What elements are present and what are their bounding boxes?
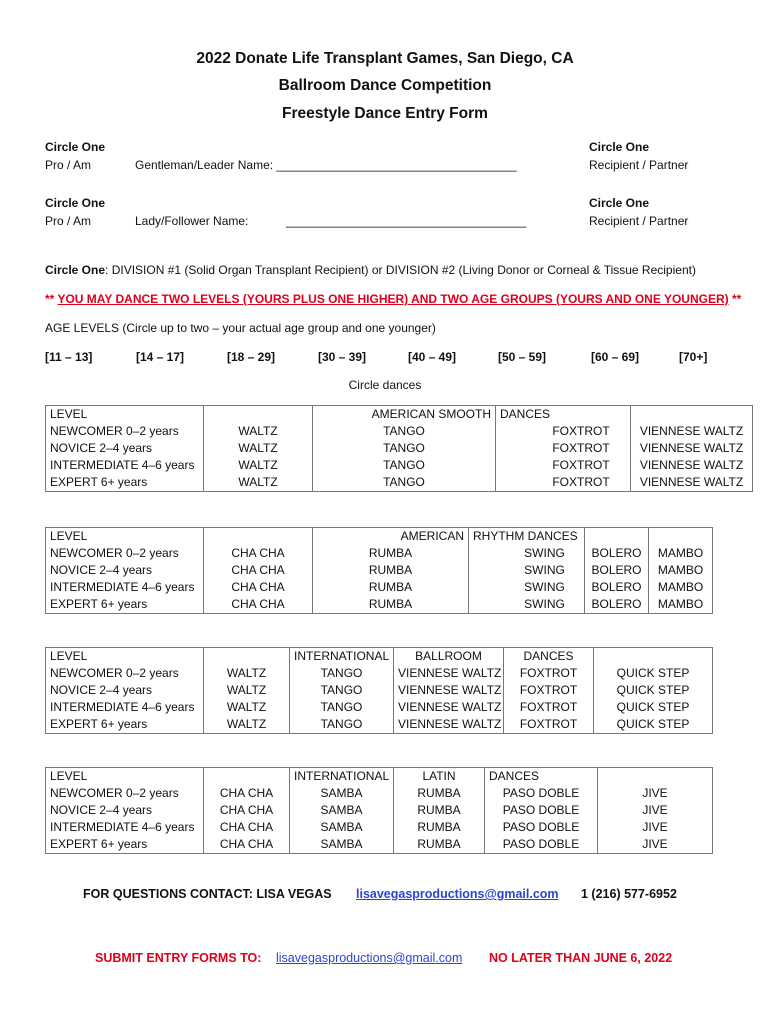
dances-header: DANCES: [504, 648, 594, 666]
gentleman-recipient-partner-option[interactable]: Recipient / Partner: [589, 158, 689, 172]
dance-cell[interactable]: TANGO: [290, 716, 394, 734]
dance-cell[interactable]: CHA CHA: [204, 785, 290, 802]
age-group-70-plus[interactable]: [70+]: [679, 350, 708, 364]
table-row: [46, 819, 713, 836]
dance-cell[interactable]: CHA CHA: [204, 802, 290, 819]
table-header-row: [46, 768, 713, 786]
submit-deadline: NO LATER THAN JUNE 6, 2022: [489, 951, 673, 965]
dance-cell[interactable]: CHA CHA: [204, 596, 313, 614]
level-cell[interactable]: NOVICE 2–4 years: [46, 440, 204, 457]
dance-cell[interactable]: SWING: [469, 596, 585, 614]
dance-cell[interactable]: SWING: [469, 562, 585, 579]
blank-header: [649, 528, 713, 546]
gentleman-circle-one-right: Circle One: [589, 140, 650, 154]
dance-cell[interactable]: WALTZ: [204, 440, 313, 457]
table-row: [46, 682, 713, 699]
table-header-row: [46, 648, 713, 666]
blank-header: [598, 768, 713, 786]
level-cell[interactable]: NOVICE 2–4 years: [46, 682, 204, 699]
table-row: [46, 579, 713, 596]
blank-header: [631, 406, 753, 424]
table-row: [46, 457, 753, 474]
form-heading: Freestyle Dance Entry Form: [282, 105, 488, 122]
dance-cell[interactable]: CHA CHA: [204, 836, 290, 854]
dance-cell[interactable]: FOXTROT: [504, 716, 594, 734]
level-cell[interactable]: INTERMEDIATE 4–6 years: [46, 457, 204, 474]
gentleman-circle-one-label: Circle One: [45, 140, 106, 154]
dance-cell[interactable]: PASO DOBLE: [485, 819, 598, 836]
dance-cell[interactable]: VIENNESE WALTZ: [394, 716, 504, 734]
level-cell[interactable]: NOVICE 2–4 years: [46, 802, 204, 819]
dance-cell[interactable]: QUICK STEP: [594, 665, 713, 682]
level-cell[interactable]: NEWCOMER 0–2 years: [46, 423, 204, 440]
table-row: [46, 545, 713, 562]
dance-cell[interactable]: FOXTROT: [496, 423, 631, 440]
contact-email-link[interactable]: lisavegasproductions@gmail.com: [356, 887, 559, 901]
notice-stars-left: **: [45, 292, 58, 306]
dance-cell[interactable]: BOLERO: [585, 596, 649, 614]
dance-cell[interactable]: WALTZ: [204, 474, 313, 492]
blank-header: [585, 528, 649, 546]
level-cell[interactable]: NEWCOMER 0–2 years: [46, 545, 204, 562]
level-cell[interactable]: INTERMEDIATE 4–6 years: [46, 579, 204, 596]
level-header: LEVEL: [46, 648, 204, 666]
dance-cell[interactable]: SAMBA: [290, 819, 394, 836]
level-cell[interactable]: NOVICE 2–4 years: [46, 562, 204, 579]
form-subtitle: Ballroom Dance Competition: [278, 77, 492, 94]
age-group-14-17[interactable]: [14 – 17]: [136, 350, 185, 364]
dance-cell[interactable]: TANGO: [290, 665, 394, 682]
table-row: [46, 596, 713, 614]
dance-cell[interactable]: TANGO: [313, 457, 496, 474]
dance-cell[interactable]: VIENNESE WALTZ: [394, 682, 504, 699]
table-row: [46, 836, 713, 854]
table-row: [46, 440, 753, 457]
dance-cell[interactable]: RUMBA: [313, 579, 469, 596]
dances-header: DANCES: [496, 406, 631, 424]
lady-circle-one-label: Circle One: [45, 196, 106, 210]
table-row: [46, 802, 713, 819]
gentleman-pro-am-option[interactable]: Pro / Am: [45, 158, 92, 172]
dance-cell[interactable]: RUMBA: [313, 545, 469, 562]
level-header: LEVEL: [46, 528, 204, 546]
table-header-row: [46, 528, 713, 546]
dance-cell[interactable]: WALTZ: [204, 682, 290, 699]
table-row: [46, 785, 713, 802]
age-group-11-13[interactable]: [11 – 13]: [45, 350, 93, 364]
form-title: 2022 Donate Life Transplant Games, San Diego, CA: [196, 50, 574, 67]
category-header: INTERNATIONAL: [290, 768, 394, 786]
dance-cell[interactable]: RUMBA: [313, 562, 469, 579]
dance-cell[interactable]: FOXTROT: [496, 474, 631, 492]
lady-name-label: Lady/Follower Name:: [135, 214, 249, 228]
dance-cell[interactable]: VIENNESE WALTZ: [631, 457, 753, 474]
level-header: LEVEL: [46, 406, 204, 424]
age-group-18-29[interactable]: [18 – 29]: [227, 350, 276, 364]
dance-cell[interactable]: FOXTROT: [504, 665, 594, 682]
dance-cell[interactable]: RUMBA: [394, 819, 485, 836]
level-header: LEVEL: [46, 768, 204, 786]
dance-cell[interactable]: BOLERO: [585, 579, 649, 596]
dance-cell[interactable]: JIVE: [598, 819, 713, 836]
dance-cell[interactable]: TANGO: [290, 682, 394, 699]
contact-label: FOR QUESTIONS CONTACT: LISA VEGAS: [83, 887, 332, 901]
category-header: AMERICAN SMOOTH: [313, 406, 496, 424]
dance-cell[interactable]: VIENNESE WALTZ: [394, 665, 504, 682]
dance-cell[interactable]: RUMBA: [394, 802, 485, 819]
dance-cell[interactable]: TANGO: [290, 699, 394, 716]
blank-header: [204, 528, 313, 546]
dance-cell[interactable]: WALTZ: [204, 423, 313, 440]
dance-cell[interactable]: RUMBA: [394, 836, 485, 854]
dance-cell[interactable]: RUMBA: [313, 596, 469, 614]
dance-cell[interactable]: FOXTROT: [504, 699, 594, 716]
dance-cell[interactable]: WALTZ: [204, 457, 313, 474]
dance-cell[interactable]: WALTZ: [204, 665, 290, 682]
dances-header: RHYTHM DANCES: [469, 528, 585, 546]
dance-cell[interactable]: JIVE: [598, 836, 713, 854]
blank-header: [204, 406, 313, 424]
dance-cell[interactable]: PASO DOBLE: [485, 836, 598, 854]
category-header: BALLROOM: [394, 648, 504, 666]
dances-header: DANCES: [485, 768, 598, 786]
dance-cell[interactable]: FOXTROT: [496, 457, 631, 474]
table-row: [46, 699, 713, 716]
dance-cell[interactable]: PASO DOBLE: [485, 802, 598, 819]
dance-cell[interactable]: FOXTROT: [496, 440, 631, 457]
circle-dances-label: Circle dances: [348, 378, 422, 392]
dance-cell[interactable]: MAMBO: [649, 596, 713, 614]
category-header: AMERICAN: [313, 528, 469, 546]
level-notice: [45, 292, 741, 306]
age-group-60-69[interactable]: [60 – 69]: [591, 350, 640, 364]
dance-cell[interactable]: CHA CHA: [204, 562, 313, 579]
table-row: [46, 562, 713, 579]
dance-cell[interactable]: TANGO: [313, 440, 496, 457]
dance-cell[interactable]: RUMBA: [394, 785, 485, 802]
american-rhythm-table: [45, 527, 713, 614]
dance-cell[interactable]: CHA CHA: [204, 819, 290, 836]
dance-cell[interactable]: SAMBA: [290, 802, 394, 819]
dance-cell[interactable]: TANGO: [313, 474, 496, 492]
level-cell[interactable]: NEWCOMER 0–2 years: [46, 665, 204, 682]
table-row: [46, 423, 753, 440]
dance-cell[interactable]: FOXTROT: [504, 682, 594, 699]
dance-cell[interactable]: VIENNESE WALTZ: [631, 440, 753, 457]
dance-cell[interactable]: PASO DOBLE: [485, 785, 598, 802]
level-cell[interactable]: NEWCOMER 0–2 years: [46, 785, 204, 802]
lady-pro-am-option[interactable]: Pro / Am: [45, 214, 92, 228]
dance-cell[interactable]: SWING: [469, 579, 585, 596]
dance-cell[interactable]: QUICK STEP: [594, 682, 713, 699]
submit-email-link[interactable]: lisavegasproductions@gmail.com: [276, 951, 463, 965]
table-row: [46, 474, 753, 492]
dance-cell[interactable]: JIVE: [598, 802, 713, 819]
age-group-40-49[interactable]: [40 – 49]: [408, 350, 457, 364]
dance-cell[interactable]: QUICK STEP: [594, 699, 713, 716]
dance-cell[interactable]: CHA CHA: [204, 579, 313, 596]
dance-cell[interactable]: MAMBO: [649, 562, 713, 579]
dance-cell[interactable]: BOLERO: [585, 562, 649, 579]
international-ballroom-table: [45, 647, 713, 734]
blank-header: [594, 648, 713, 666]
gentleman-name-field[interactable]: Gentleman/Leader Name: ____________________________________: [135, 158, 517, 172]
category-header: LATIN: [394, 768, 485, 786]
notice-stars-right: **: [728, 292, 742, 306]
dance-cell[interactable]: CHA CHA: [204, 545, 313, 562]
dance-cell[interactable]: SWING: [469, 545, 585, 562]
level-cell[interactable]: INTERMEDIATE 4–6 years: [46, 819, 204, 836]
american-smooth-table: [45, 405, 753, 492]
dance-cell[interactable]: TANGO: [313, 423, 496, 440]
division-line: [45, 263, 696, 277]
table-row: [46, 716, 713, 734]
level-cell[interactable]: EXPERT 6+ years: [46, 836, 204, 854]
dance-cell[interactable]: VIENNESE WALTZ: [631, 474, 753, 492]
dance-cell[interactable]: BOLERO: [585, 545, 649, 562]
notice-text: YOU MAY DANCE TWO LEVELS (YOURS PLUS ONE HIGHER) AND TWO AGE GROUPS (YOURS AND ONE YOUNGER): [57, 292, 729, 306]
table-row: [46, 665, 713, 682]
level-cell[interactable]: EXPERT 6+ years: [46, 474, 204, 492]
lady-name-field[interactable]: ____________________________________: [286, 214, 527, 228]
dance-cell[interactable]: WALTZ: [204, 699, 290, 716]
level-cell[interactable]: EXPERT 6+ years: [46, 716, 204, 734]
contact-phone: 1 (216) 577-6952: [581, 887, 677, 901]
level-cell[interactable]: INTERMEDIATE 4–6 years: [46, 699, 204, 716]
blank-header: [204, 768, 290, 786]
dance-cell[interactable]: SAMBA: [290, 785, 394, 802]
age-levels-label: AGE LEVELS (Circle up to two – your actual age group and one younger): [45, 321, 436, 335]
dance-cell[interactable]: WALTZ: [204, 716, 290, 734]
dance-cell[interactable]: VIENNESE WALTZ: [394, 699, 504, 716]
lady-circle-one-right: Circle One: [589, 196, 650, 210]
dance-cell[interactable]: MAMBO: [649, 545, 713, 562]
level-cell[interactable]: EXPERT 6+ years: [46, 596, 204, 614]
submit-label: SUBMIT ENTRY FORMS TO:: [95, 951, 262, 965]
table-header-row: [46, 406, 753, 424]
dance-cell[interactable]: QUICK STEP: [594, 716, 713, 734]
age-group-30-39[interactable]: [30 – 39]: [318, 350, 367, 364]
dance-cell[interactable]: SAMBA: [290, 836, 394, 854]
dance-cell[interactable]: VIENNESE WALTZ: [631, 423, 753, 440]
age-group-50-59[interactable]: [50 – 59]: [498, 350, 547, 364]
division-circle-one: Circle One: [45, 263, 106, 277]
blank-header: [204, 648, 290, 666]
division-options[interactable]: : DIVISION #1 (Solid Organ Transplant Recipient) or DIVISION #2 (Living Donor or Corneal & Tissue Recipient): [105, 263, 696, 277]
lady-recipient-partner-option[interactable]: Recipient / Partner: [589, 214, 689, 228]
international-latin-table: [45, 767, 713, 854]
dance-cell[interactable]: JIVE: [598, 785, 713, 802]
category-header: INTERNATIONAL: [290, 648, 394, 666]
dance-cell[interactable]: MAMBO: [649, 579, 713, 596]
